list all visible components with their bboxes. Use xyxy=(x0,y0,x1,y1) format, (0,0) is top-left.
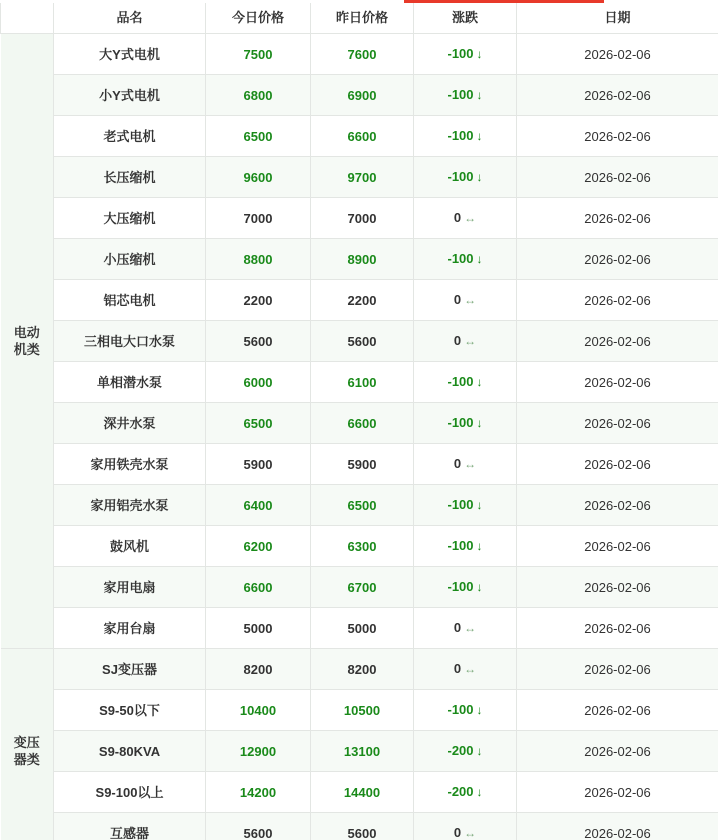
arrow-down-icon: ↓ xyxy=(476,416,483,430)
today-price-cell: 2200 xyxy=(206,280,311,321)
date-cell: 2026-02-06 xyxy=(517,444,718,485)
table-row xyxy=(1,280,718,321)
change-cell xyxy=(414,690,517,731)
yesterday-price-cell: 8900 xyxy=(311,239,414,280)
arrow-flat-icon: ↔ xyxy=(464,293,477,307)
change-cell xyxy=(414,116,517,157)
table-row xyxy=(1,34,718,75)
date-cell: 2026-02-06 xyxy=(517,239,718,280)
table-header xyxy=(1,3,718,34)
yesterday-price-cell: 6600 xyxy=(311,116,414,157)
table-row xyxy=(1,485,718,526)
date-cell: 2026-02-06 xyxy=(517,157,718,198)
product-name-cell: SJ变压器 xyxy=(54,649,206,690)
change-cell xyxy=(414,649,517,690)
column-header-name: 品名 xyxy=(54,3,206,34)
product-name-cell: 大Y式电机 xyxy=(54,34,206,75)
table-row xyxy=(1,649,718,690)
change-cell xyxy=(414,731,517,772)
date-cell: 2026-02-06 xyxy=(517,526,718,567)
yesterday-price-cell: 2200 xyxy=(311,280,414,321)
date-cell: 2026-02-06 xyxy=(517,362,718,403)
change-cell xyxy=(414,567,517,608)
today-price-cell: 6000 xyxy=(206,362,311,403)
arrow-flat-icon: ↔ xyxy=(464,662,477,676)
column-header-yesterday-price: 昨日价格 xyxy=(311,3,414,34)
table-row xyxy=(1,772,718,813)
yesterday-price-cell: 8200 xyxy=(311,649,414,690)
yesterday-price-cell: 9700 xyxy=(311,157,414,198)
date-cell: 2026-02-06 xyxy=(517,567,718,608)
change-value: -100 xyxy=(447,251,474,266)
table-row xyxy=(1,362,718,403)
change-cell xyxy=(414,75,517,116)
group-label-cell: 电动机类 xyxy=(1,34,54,649)
product-name-cell: 家用铁壳水泵 xyxy=(54,444,206,485)
product-name-cell: 大压缩机 xyxy=(54,198,206,239)
change-cell xyxy=(414,280,517,321)
product-name-cell: 铝芯电机 xyxy=(54,280,206,321)
yesterday-price-cell: 6100 xyxy=(311,362,414,403)
today-price-cell: 6800 xyxy=(206,75,311,116)
change-value: -100 xyxy=(447,169,474,184)
yesterday-price-cell: 5600 xyxy=(311,321,414,362)
today-price-cell: 6400 xyxy=(206,485,311,526)
table-row xyxy=(1,690,718,731)
yesterday-price-cell: 5900 xyxy=(311,444,414,485)
date-cell: 2026-02-06 xyxy=(517,485,718,526)
date-cell: 2026-02-06 xyxy=(517,116,718,157)
date-cell: 2026-02-06 xyxy=(517,198,718,239)
arrow-flat-icon: ↔ xyxy=(464,826,477,840)
today-price-cell: 7500 xyxy=(206,34,311,75)
product-name-cell: 鼓风机 xyxy=(54,526,206,567)
yesterday-price-cell: 6500 xyxy=(311,485,414,526)
table-row xyxy=(1,116,718,157)
column-header-change: 涨跌 xyxy=(414,3,517,34)
today-price-cell: 6500 xyxy=(206,403,311,444)
date-cell: 2026-02-06 xyxy=(517,731,718,772)
change-cell xyxy=(414,239,517,280)
yesterday-price-cell: 14400 xyxy=(311,772,414,813)
today-price-cell: 6500 xyxy=(206,116,311,157)
top-accent-bar xyxy=(0,0,718,3)
today-price-cell: 6200 xyxy=(206,526,311,567)
date-cell: 2026-02-06 xyxy=(517,813,718,840)
top-accent-red-segment xyxy=(404,0,604,3)
table-row xyxy=(1,321,718,362)
change-value: -200 xyxy=(447,784,474,799)
change-value: -100 xyxy=(447,128,474,143)
yesterday-price-cell: 10500 xyxy=(311,690,414,731)
product-name-cell: 家用台扇 xyxy=(54,608,206,649)
yesterday-price-cell: 7000 xyxy=(311,198,414,239)
change-cell xyxy=(414,772,517,813)
arrow-flat-icon: ↔ xyxy=(464,334,477,348)
change-cell xyxy=(414,34,517,75)
arrow-down-icon: ↓ xyxy=(476,498,483,512)
arrow-down-icon: ↓ xyxy=(476,88,483,102)
change-value: 0 xyxy=(453,456,462,471)
arrow-down-icon: ↓ xyxy=(476,580,483,594)
arrow-down-icon: ↓ xyxy=(476,47,483,61)
change-value: -100 xyxy=(447,415,474,430)
date-cell: 2026-02-06 xyxy=(517,280,718,321)
yesterday-price-cell: 6300 xyxy=(311,526,414,567)
change-value: -200 xyxy=(447,743,474,758)
change-value: -100 xyxy=(447,538,474,553)
change-value: -100 xyxy=(447,87,474,102)
change-cell xyxy=(414,813,517,840)
arrow-down-icon: ↓ xyxy=(476,744,483,758)
table-row xyxy=(1,526,718,567)
today-price-cell: 5000 xyxy=(206,608,311,649)
column-header-date: 日期 xyxy=(517,3,718,34)
change-value: 0 xyxy=(453,825,462,840)
product-name-cell: 家用铝壳水泵 xyxy=(54,485,206,526)
change-value: 0 xyxy=(453,210,462,225)
change-cell xyxy=(414,403,517,444)
change-cell xyxy=(414,444,517,485)
table-row xyxy=(1,731,718,772)
change-cell xyxy=(414,485,517,526)
date-cell: 2026-02-06 xyxy=(517,608,718,649)
change-value: 0 xyxy=(453,333,462,348)
yesterday-price-cell: 6900 xyxy=(311,75,414,116)
yesterday-price-cell: 6600 xyxy=(311,403,414,444)
product-name-cell: 长压缩机 xyxy=(54,157,206,198)
table-row xyxy=(1,608,718,649)
today-price-cell: 14200 xyxy=(206,772,311,813)
arrow-down-icon: ↓ xyxy=(476,170,483,184)
product-name-cell: 三相电大口水泵 xyxy=(54,321,206,362)
arrow-down-icon: ↓ xyxy=(476,785,483,799)
yesterday-price-cell: 6700 xyxy=(311,567,414,608)
today-price-cell: 5600 xyxy=(206,321,311,362)
product-name-cell: 互感器 xyxy=(54,813,206,840)
yesterday-price-cell: 5600 xyxy=(311,813,414,840)
yesterday-price-cell: 13100 xyxy=(311,731,414,772)
column-header-group xyxy=(1,3,54,34)
today-price-cell: 5600 xyxy=(206,813,311,840)
product-name-cell: 老式电机 xyxy=(54,116,206,157)
product-name-cell: 深井水泵 xyxy=(54,403,206,444)
change-cell xyxy=(414,526,517,567)
date-cell: 2026-02-06 xyxy=(517,75,718,116)
date-cell: 2026-02-06 xyxy=(517,403,718,444)
table-row xyxy=(1,403,718,444)
change-cell xyxy=(414,157,517,198)
change-value: -100 xyxy=(447,702,474,717)
today-price-cell: 9600 xyxy=(206,157,311,198)
arrow-down-icon: ↓ xyxy=(476,539,483,553)
product-name-cell: 小Y式电机 xyxy=(54,75,206,116)
arrow-down-icon: ↓ xyxy=(476,252,483,266)
change-cell xyxy=(414,362,517,403)
date-cell: 2026-02-06 xyxy=(517,649,718,690)
arrow-down-icon: ↓ xyxy=(476,703,483,717)
table-row xyxy=(1,75,718,116)
date-cell: 2026-02-06 xyxy=(517,34,718,75)
today-price-cell: 8800 xyxy=(206,239,311,280)
change-value: 0 xyxy=(453,292,462,307)
change-cell xyxy=(414,198,517,239)
date-cell: 2026-02-06 xyxy=(517,690,718,731)
table-row xyxy=(1,157,718,198)
today-price-cell: 7000 xyxy=(206,198,311,239)
date-cell: 2026-02-06 xyxy=(517,321,718,362)
group-label-cell: 变压器类 xyxy=(1,649,54,840)
product-name-cell: S9-50以下 xyxy=(54,690,206,731)
table-row xyxy=(1,567,718,608)
table-header-row xyxy=(1,3,718,34)
today-price-cell: 6600 xyxy=(206,567,311,608)
today-price-cell: 12900 xyxy=(206,731,311,772)
table-row xyxy=(1,813,718,840)
arrow-flat-icon: ↔ xyxy=(464,211,477,225)
change-value: 0 xyxy=(453,661,462,676)
today-price-cell: 5900 xyxy=(206,444,311,485)
yesterday-price-cell: 7600 xyxy=(311,34,414,75)
column-header-today-price: 今日价格 xyxy=(206,3,311,34)
change-value: -100 xyxy=(447,374,474,389)
price-table xyxy=(0,3,718,840)
change-cell xyxy=(414,321,517,362)
table-row xyxy=(1,239,718,280)
arrow-down-icon: ↓ xyxy=(476,375,483,389)
table-row xyxy=(1,198,718,239)
product-name-cell: 家用电扇 xyxy=(54,567,206,608)
product-name-cell: S9-80KVA xyxy=(54,731,206,772)
table-row xyxy=(1,444,718,485)
date-cell: 2026-02-06 xyxy=(517,772,718,813)
change-value: 0 xyxy=(453,620,462,635)
change-value: -100 xyxy=(447,46,474,61)
change-value: -100 xyxy=(447,497,474,512)
today-price-cell: 8200 xyxy=(206,649,311,690)
arrow-down-icon: ↓ xyxy=(476,129,483,143)
product-name-cell: 小压缩机 xyxy=(54,239,206,280)
product-name-cell: S9-100以上 xyxy=(54,772,206,813)
table-body xyxy=(1,34,718,840)
today-price-cell: 10400 xyxy=(206,690,311,731)
arrow-flat-icon: ↔ xyxy=(464,621,477,635)
yesterday-price-cell: 5000 xyxy=(311,608,414,649)
arrow-flat-icon: ↔ xyxy=(464,457,477,471)
change-cell xyxy=(414,608,517,649)
change-value: -100 xyxy=(447,579,474,594)
product-name-cell: 单相潜水泵 xyxy=(54,362,206,403)
